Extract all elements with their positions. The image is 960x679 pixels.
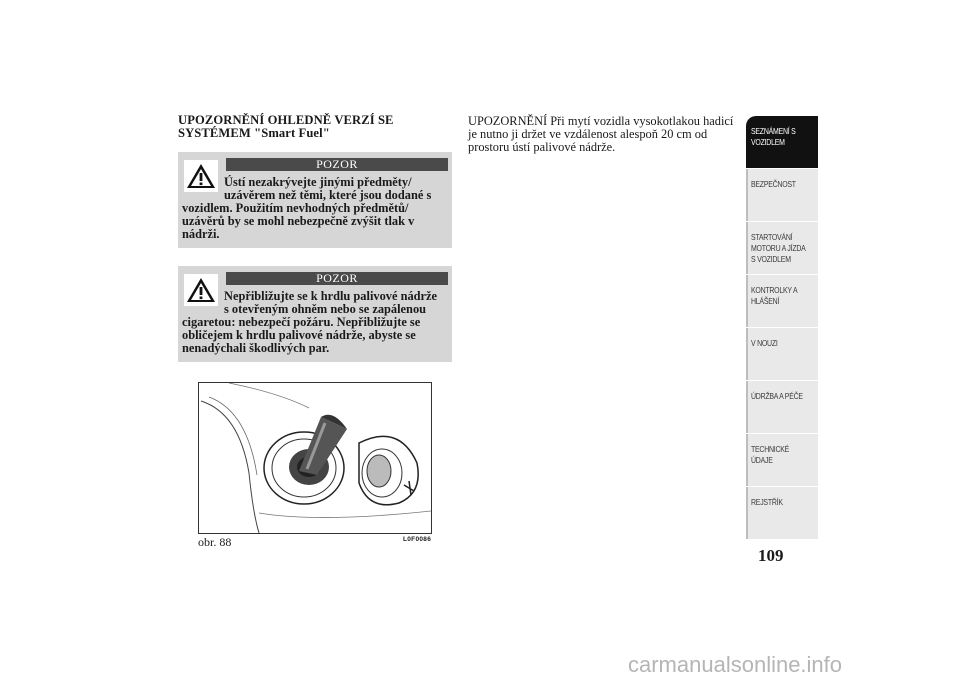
tab-udrzba[interactable] <box>746 381 818 433</box>
tab-label: ÚDAJE <box>751 455 773 465</box>
tab-bezpecnost[interactable] <box>746 169 818 221</box>
figure-code: L0F0086 <box>403 536 432 543</box>
tab-v-nouzi[interactable] <box>746 328 818 380</box>
tab-label: TECHNICKÉ <box>751 444 790 454</box>
warning-text: Nepřibližujte se k hrdlu palivové nádrže s otevřeným ohněm nebo se zapálenou cigaretou: nebezpečí požáru. Nepřibližujte se obličejem k hrdlu palivové nádrže, abyste se nenadýchali škodlivých par. <box>182 289 438 355</box>
tab-label: MOTORU A JÍZDA <box>751 243 806 253</box>
fuel-filler-illustration <box>198 382 432 534</box>
tab-rejstrik[interactable] <box>746 487 818 539</box>
tab-label: HLÁŠENÍ <box>751 296 780 306</box>
tab-kontrolky[interactable] <box>746 275 818 327</box>
warning-text: Ústí nezakrývejte jinými předměty/ uzávěrem než těmi, které jsou dodané s vozidlem. Použitím nevhodných předmětů/ uzávěrů by se mohl nebezpečně zvýšit tlak v nádrži. <box>182 175 432 241</box>
watermark: carmanualsonline.info <box>628 652 843 677</box>
warning-title: POZOR <box>226 272 448 285</box>
warning-box-2 <box>178 266 452 362</box>
tab-label: ÚDRŽBA A PÉČE <box>751 391 803 401</box>
fuel-filler-drawing <box>199 383 431 533</box>
right-column-text: UPOZORNĚNÍ Při mytí vozidla vysokotlakou hadicí je nutno ji držet ve vzdálenost alespoň 20 cm od prostoru ústí palivové nádrže. <box>468 114 734 154</box>
tab-label: SEZNÁMENÍ S <box>751 126 796 136</box>
section-heading: UPOZORNĚNÍ OHLEDNĚ VERZÍ SE SYSTÉMEM "Smart Fuel" <box>178 113 394 140</box>
tab-label: KONTROLKY A <box>751 285 798 295</box>
figure-caption: obr. 88 <box>198 535 232 549</box>
warning-title: POZOR <box>226 158 448 171</box>
tab-label: S VOZIDLEM <box>751 254 791 264</box>
tab-label: BEZPEČNOST <box>751 179 796 189</box>
tab-seznameni-s-vozidlem[interactable] <box>746 116 818 168</box>
tab-technicke-udaje[interactable] <box>746 434 818 486</box>
warning-box-1 <box>178 152 452 248</box>
tab-label: REJSTŘÍK <box>751 497 783 507</box>
tab-label: VOZIDLEM <box>751 137 785 147</box>
tab-label: STARTOVÁNÍ <box>751 232 793 242</box>
page-number: 109 <box>758 546 784 565</box>
tab-startovani[interactable] <box>746 222 818 274</box>
tab-label: V NOUZI <box>751 338 778 348</box>
